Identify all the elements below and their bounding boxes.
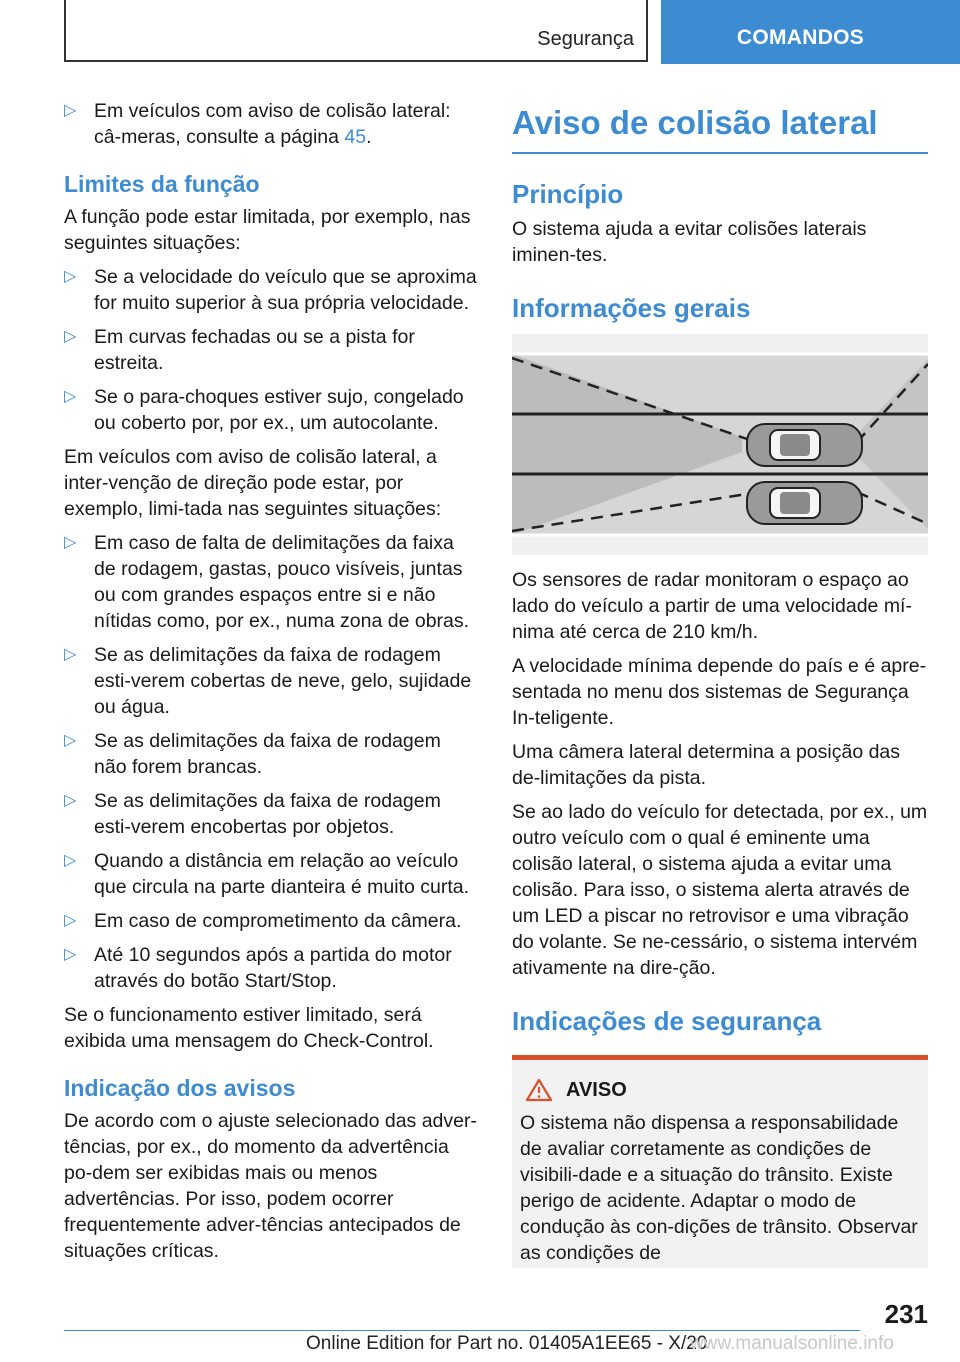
header-box — [64, 0, 648, 62]
side-collision-illustration — [512, 334, 928, 555]
list-item: ▷ Se o para-choques estiver sujo, congelado ou coberto por, por ex., um autocolante. — [64, 386, 464, 434]
safety-heading: Indicações de segurança — [512, 1006, 822, 1036]
list-item: ▷ Quando a distância em relação ao veículo que circula na parte dianteira é muito curta. — [64, 850, 470, 898]
warning-box — [512, 1055, 928, 1268]
chapter-tab-label: COMANDOS — [736, 26, 865, 49]
right-column — [512, 98, 928, 1268]
general-paragraph: Se ao lado do veículo for detectada, por ex., um outro veículo com o qual é eminente uma colisão lateral, o sistema ajuda a evitar uma colisão. Para isso, o sistema alerta através de um LED a piscar no retrovisor e uma vibração do volante. Se ne-cessário, o sistema intervém ativamente na dire-ção. — [512, 801, 928, 979]
list-item: ▷ Se as delimitações da faixa de rodagem esti-verem cobertas de neve, gelo, sujidade ou água. — [64, 644, 472, 718]
warning-label: AVISO — [566, 1078, 627, 1101]
limits-list-2 — [64, 530, 478, 994]
list-item: ▷ Em curvas fechadas ou se a pista for estreita. — [64, 326, 415, 374]
warning-text: O sistema não dispensa a responsabilidade de avaliar corretamente as condições de visibili-dade e a situação do trânsito. Existe perigo de acidente. Adaptar o modo de condução às con-dições de trânsito. Observar as condições de — [520, 1112, 918, 1264]
general-paragraph: A velocidade mínima depende do país e é apre-sentada no menu dos sistemas de Segurança In-teligente. — [512, 655, 927, 729]
list-item: ▷ Se as delimitações da faixa de rodagem não forem brancas. — [64, 730, 441, 778]
triangle-bullet-icon: ▷ — [64, 328, 77, 345]
triangle-bullet-icon: ▷ — [64, 732, 77, 749]
warning-title — [520, 1078, 920, 1102]
page-number: 231 — [884, 1299, 928, 1329]
warning-triangle-icon — [526, 1078, 552, 1102]
triangle-bullet-icon: ▷ — [64, 912, 77, 929]
camera-bullet-list — [64, 98, 478, 150]
list-item: ▷ Se as delimitações da faixa de rodagem esti-verem encobertas por objetos. — [64, 790, 441, 838]
footer-edition: Online Edition for Part no. 01405A1EE65 - X/20 — [306, 1333, 708, 1354]
triangle-bullet-icon: ▷ — [64, 534, 77, 551]
list-item: ▷ Até 10 segundos após a partida do motor através do botão Start/Stop. — [64, 944, 452, 992]
list-item: ▷ Em caso de falta de delimitações da faixa de rodagem, gastas, pouco visíveis, juntas ou com grandes espaços entre si e não nítidas como, por ex., numa zona de obras. — [64, 532, 470, 632]
triangle-bullet-icon: ▷ — [64, 268, 77, 285]
road-diagram-icon — [512, 334, 928, 555]
general-paragraph: Os sensores de radar monitoram o espaço ao lado do veículo a partir de uma velocidade mí-nima até cerca de 210 km/h. — [512, 569, 912, 643]
list-item: ▷ Em veículos com aviso de colisão lateral: câ-meras, consulte a página 45. — [64, 100, 451, 148]
limits-outro: Se o funcionamento estiver limitado, será exibida uma mensagem do Check-Control. — [64, 1004, 434, 1052]
triangle-bullet-icon: ▷ — [64, 646, 77, 663]
triangle-bullet-icon: ▷ — [64, 852, 77, 869]
footer-divider — [64, 1330, 860, 1331]
limits-intro-2: Em veículos com aviso de colisão lateral, a inter-venção de direção pode estar, por exemplo, limi-tada nas seguintes situações: — [64, 446, 442, 520]
triangle-bullet-icon: ▷ — [64, 102, 77, 119]
principle-text: O sistema ajuda a evitar colisões laterais iminen-tes. — [512, 218, 867, 266]
list-item: ▷ Em caso de comprometimento da câmera. — [64, 910, 462, 932]
warnings-heading: Indicação dos avisos — [64, 1075, 296, 1101]
triangle-bullet-icon: ▷ — [64, 792, 77, 809]
page-title: Aviso de colisão lateral — [512, 98, 928, 154]
limits-list — [64, 264, 478, 436]
page-link[interactable]: 45 — [344, 126, 367, 148]
triangle-bullet-icon: ▷ — [64, 388, 77, 405]
list-item: ▷ Se a velocidade do veículo que se aproxima for muito superior à sua própria velocidade. — [64, 266, 477, 314]
triangle-bullet-icon: ▷ — [64, 946, 77, 963]
chapter-tab — [661, 0, 960, 64]
general-heading: Informações gerais — [512, 293, 751, 323]
left-column — [64, 98, 478, 1272]
car-icon — [747, 424, 862, 466]
limits-heading: Limites da função — [64, 171, 260, 197]
limits-intro: A função pode estar limitada, por exemplo, nas seguintes situações: — [64, 206, 471, 254]
principle-heading: Princípio — [512, 179, 624, 209]
car-icon — [747, 482, 862, 524]
warnings-text: De acordo com o ajuste selecionado das adver-tências, por ex., do momento da advertência po-dem ser exibidas mais ou menos advertências. Por isso, podem ocorrer frequentemente adver-tências antecipados de situações críticas. — [64, 1110, 477, 1262]
general-paragraph: Uma câmera lateral determina a posição das de-limitações da pista. — [512, 741, 901, 789]
section-title: Segurança — [537, 28, 634, 50]
watermark: www.manualsonline.info — [690, 1333, 894, 1354]
